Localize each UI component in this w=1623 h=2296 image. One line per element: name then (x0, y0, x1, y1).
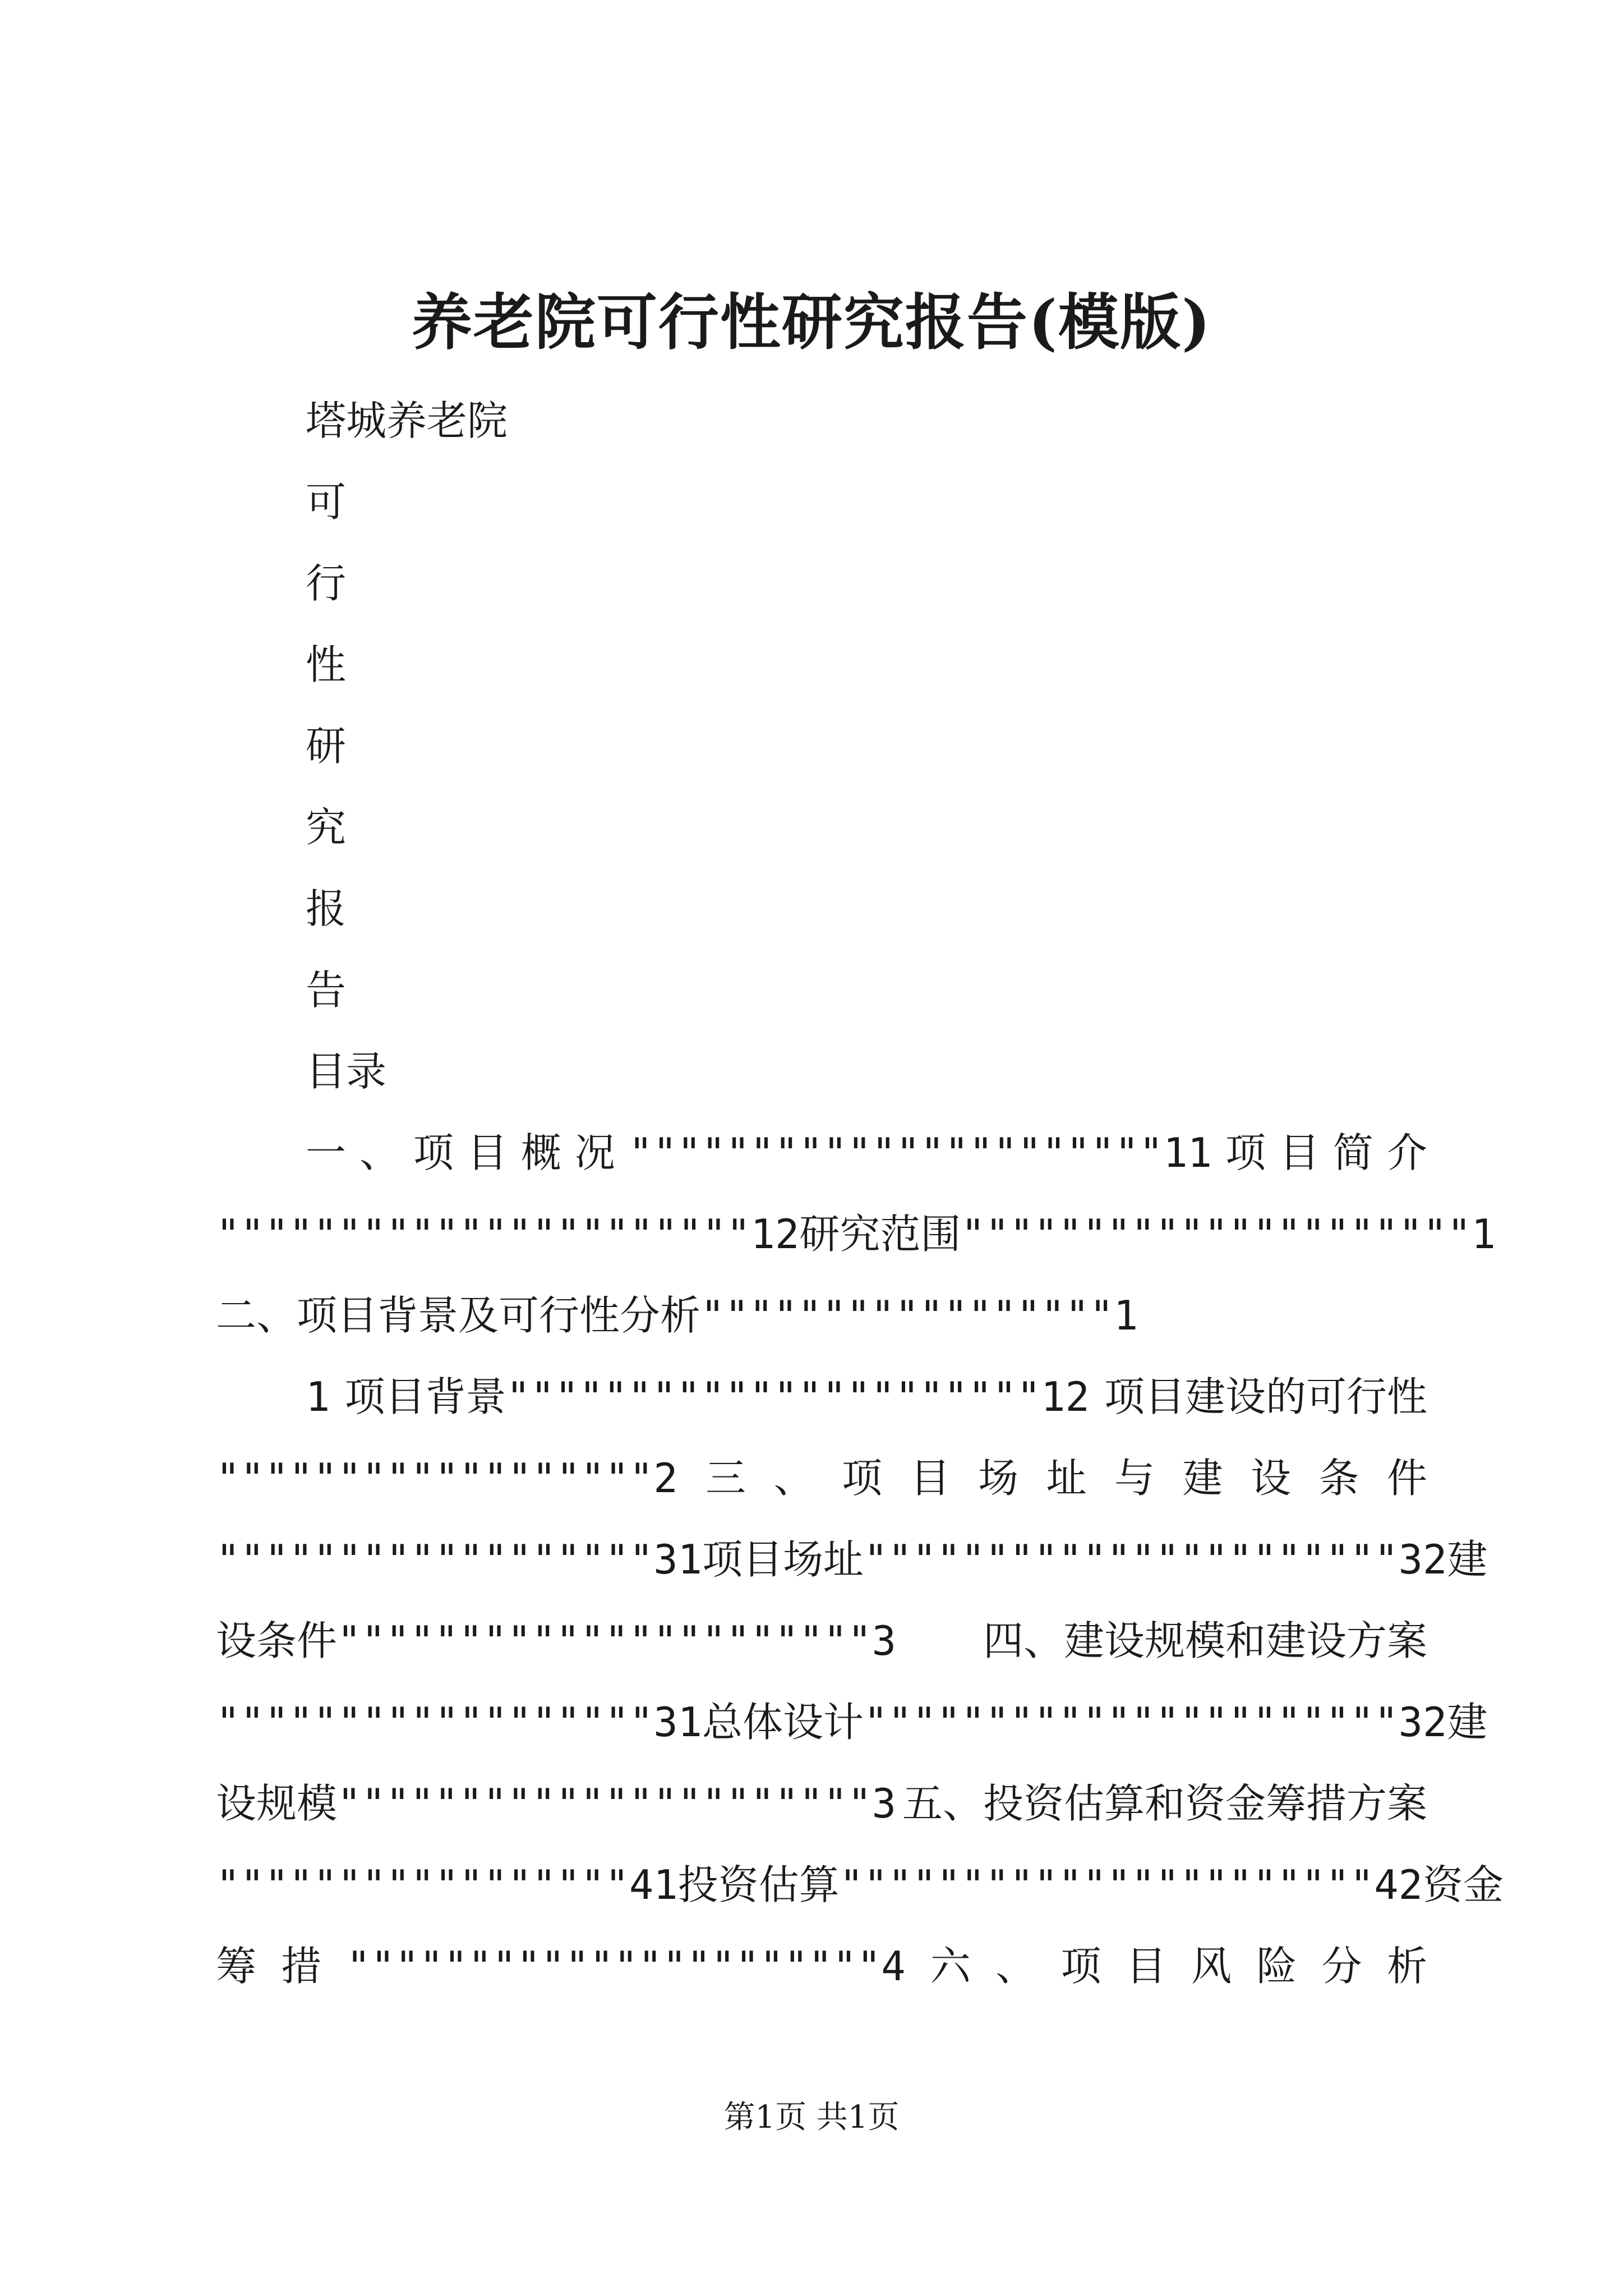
toc-segment: 目 (1279, 1129, 1320, 1176)
toc-segment: 1 (306, 1373, 330, 1420)
organization-name: 塔城养老院 (306, 397, 508, 444)
toc-line (216, 1938, 1427, 1994)
toc-segment: 址 (1046, 1455, 1087, 1502)
toc-heading: 目录 (306, 1048, 387, 1095)
toc-segment: 简 (1332, 1129, 1373, 1176)
toc-segment: 概 (520, 1129, 561, 1176)
toc-segment: 件 (1386, 1455, 1427, 1502)
vertical-title-char: 究 (306, 804, 347, 851)
toc-segment: 六 (930, 1943, 971, 1990)
toc-segment: 条 (1318, 1455, 1359, 1502)
vertical-title-char: 可 (306, 478, 347, 526)
toc-segment: 项 (1225, 1129, 1266, 1176)
toc-segment: 分 (1321, 1943, 1362, 1990)
toc-segment: 设规模""""""""""""""""""""""3 (216, 1780, 896, 1827)
toc-segment: """"""""""""""""""31 (216, 1699, 702, 1746)
toc-segment: 项 (413, 1129, 454, 1176)
toc-segment: 总体设计""""""""""""""""""""""32 (702, 1699, 1447, 1746)
toc-segment: 一 (306, 1129, 347, 1176)
vertical-title-char: 行 (306, 560, 347, 607)
toc-segment: 目 (910, 1455, 951, 1502)
toc-line (216, 1287, 1138, 1343)
vertical-title-char: 性 (306, 641, 347, 688)
toc-segment: 项目场址""""""""""""""""""""""32 (702, 1536, 1447, 1583)
toc-segment: 五、投资估算和资金筹措方案 (902, 1780, 1427, 1827)
vertical-title-char: 告 (306, 967, 347, 1014)
toc-segment: 四、建设规模和建设方案 (983, 1617, 1427, 1664)
toc-segment: """""""""""""""""41 (216, 1861, 678, 1908)
toc-line (216, 1857, 1504, 1913)
toc-segment: 设 (1250, 1455, 1291, 1502)
toc-segment: 目 (467, 1129, 508, 1176)
toc-segment: 、 (995, 1943, 1036, 1990)
vertical-title-char: 报 (306, 885, 347, 932)
toc-segment: 设条件""""""""""""""""""""""3 (216, 1617, 896, 1664)
toc-line (216, 1613, 1427, 1669)
toc-line (216, 1694, 1488, 1750)
page-title: 养老院可行性研究报告(模版) (411, 287, 1212, 358)
toc-segment: 风 (1191, 1943, 1232, 1990)
toc-segment: 项目建设的可行性 (1104, 1373, 1427, 1420)
toc-line (306, 1369, 1427, 1425)
toc-segment: 、 (359, 1129, 400, 1176)
toc-segment: 二、项目背景及可行性分析"""""""""""""""""1 (216, 1292, 1138, 1339)
toc-segment: 况 (574, 1129, 615, 1176)
toc-segment: 险 (1256, 1943, 1297, 1990)
toc-segment: 目 (1126, 1943, 1166, 1990)
toc-segment: 投资估算""""""""""""""""""""""42 (677, 1861, 1423, 1908)
toc-segment: """"""""""""""""""31 (216, 1536, 702, 1583)
toc-segment: 场 (978, 1455, 1019, 1502)
toc-segment: 介 (1386, 1129, 1427, 1176)
toc-segment: 项 (1061, 1943, 1101, 1990)
toc-segment: 措 (281, 1943, 322, 1990)
toc-segment: """"""""""""""""""""""4 (346, 1943, 906, 1990)
toc-segment: 、 (773, 1455, 814, 1502)
toc-segment: 项目背景""""""""""""""""""""""12 (344, 1373, 1090, 1420)
toc-segment: 与 (1114, 1455, 1155, 1502)
page-footer: 第1页 共1页 (723, 2099, 900, 2136)
toc-segment: 三 (706, 1455, 746, 1502)
toc-segment: 建 (1182, 1455, 1223, 1502)
toc-segment: """"""""""""""""""""""12研究范围"""""""""""""""""""""1 (216, 1211, 1496, 1258)
toc-segment: 项 (842, 1455, 883, 1502)
toc-segment: 资金 (1422, 1861, 1504, 1908)
toc-segment: 析 (1386, 1943, 1427, 1990)
toc-segment: 建 (1447, 1699, 1488, 1746)
toc-segment: """"""""""""""""""2 (216, 1455, 678, 1502)
toc-line (216, 1775, 1427, 1832)
toc-line (216, 1206, 1496, 1262)
toc-line (306, 1125, 1427, 1181)
toc-line (216, 1531, 1488, 1588)
toc-segment: """"""""""""""""""""""11 (628, 1129, 1212, 1176)
toc-segment: 建 (1447, 1536, 1488, 1583)
toc-line (216, 1450, 1427, 1506)
vertical-title-char: 研 (306, 723, 347, 770)
toc-segment: 筹 (216, 1943, 257, 1990)
